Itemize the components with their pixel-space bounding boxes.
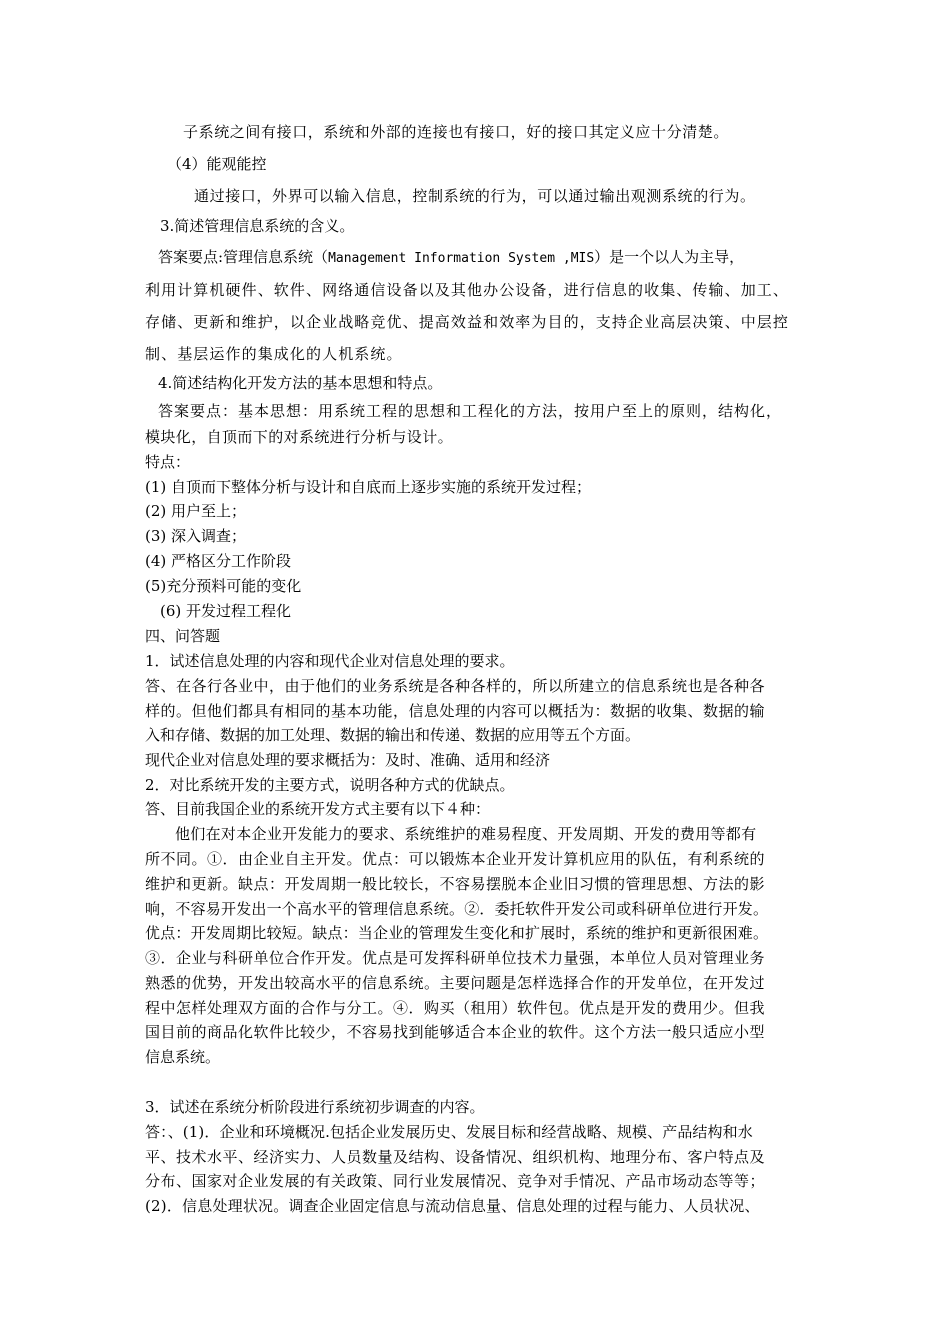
text-line: 优点：开发周期比较短。缺点：当企业的管理发生变化和扩展时，系统的维护和更新很困难。: [145, 924, 769, 942]
text-line: 制、基层运作的集成化的人机系统。: [145, 345, 403, 363]
text-line: 利用计算机硬件、软件、网络通信设备以及其他办公设备，进行信息的收集、传输、加工、: [145, 281, 790, 299]
text-line: 模块化，自顶而下的对系统进行分析与设计。: [145, 428, 454, 446]
text-line: 熟悉的优势，开发出较高水平的信息系统。主要问题是怎样选择合作的开发单位，在开发过: [145, 974, 766, 992]
text-line: ③．企业与科研单位合作开发。优点是可发挥科研单位技术力量强，本单位人员对管理业务: [145, 949, 766, 967]
text-line: 程中怎样处理双方面的合作与分工。④．购买（租用）软件包。优点是开发的费用少。但我: [145, 999, 766, 1017]
question-heading: 3.简述管理信息系统的含义。: [160, 217, 355, 235]
text-line: 子系统之间有接口，系统和外部的连接也有接口，好的接口其定义应十分清楚。: [183, 123, 730, 141]
text-line: 答、目前我国企业的系统开发方式主要有以下４种：: [145, 800, 491, 818]
text-line: 答、在各行各业中，由于他们的业务系统是各种各样的，所以所建立的信息系统也是各种各: [145, 677, 766, 695]
answer-line: [158, 246, 744, 267]
answer-lead: 答案要点:管理信息系统（: [158, 248, 329, 266]
text-line: 答案要点：基本思想：用系统工程的思想和工程化的方法，按用户至上的原则，结构化，: [158, 402, 783, 420]
list-item: (1) 自顶而下整体分析与设计和自底而上逐步实施的系统开发过程；: [145, 478, 592, 496]
list-item: (5)充分预料可能的变化: [145, 577, 302, 595]
question-heading: 1．试述信息处理的内容和现代企业对信息处理的要求。: [145, 652, 515, 670]
question-heading: 4.简述结构化开发方法的基本思想和特点。: [158, 374, 443, 392]
section-heading: 四、问答题: [145, 627, 221, 645]
text-line: 所不同。①．由企业自主开发。优点：可以锻炼本企业开发计算机应用的队伍，有利系统的: [145, 850, 766, 868]
text-line: 存储、更新和维护，以企业战略竞优、提高效益和效率为目的，支持企业高层决策、中层控: [145, 313, 790, 331]
subheading: （4）能观能控: [167, 155, 267, 173]
text-line: 信息系统。: [145, 1048, 221, 1066]
question-heading: 2．对比系统开发的主要方式，说明各种方式的优缺点。: [145, 776, 515, 794]
text-line: 答：、(1)．企业和环境概况.包括企业发展历史、发展目标和经营战略、规模、产品结构和水: [145, 1123, 753, 1141]
text-line: 维护和更新。缺点：开发周期一般比较长，不容易摆脱本企业旧习惯的管理思想、方法的影: [145, 875, 766, 893]
text-line: 样的。但他们都具有相同的基本功能，信息处理的内容可以概括为：数据的收集、数据的输: [145, 702, 766, 720]
text-line: 通过接口，外界可以输入信息，控制系统的行为，可以通过输出观测系统的行为。: [194, 187, 756, 205]
text-line: 响，不容易开发出一个高水平的管理信息系统。②．委托软件开发公司或科研单位进行开发。: [145, 900, 769, 918]
text-line: 现代企业对信息处理的要求概括为：及时、准确、适用和经济: [145, 751, 551, 769]
list-item: (3) 深入调查；: [145, 527, 247, 545]
text-line: 国目前的商品化软件比较少，不容易找到能够适合本企业的软件。这个方法一般只适应小型: [145, 1023, 766, 1041]
list-item: (2) 用户至上；: [145, 502, 247, 520]
text-line: 特点：: [145, 453, 191, 471]
text-line: 入和存储、数据的加工处理、数据的输出和传递、数据的应用等五个方面。: [145, 726, 641, 744]
term-english: Management Information System ,MIS: [328, 251, 595, 266]
text-line: (2)．信息处理状况。调查企业固定信息与流动信息量、信息处理的过程与能力、人员状况、: [145, 1197, 760, 1215]
text-line: 平、技术水平、经济实力、人员数量及结构、设备情况、组织机构、地理分布、客户特点及: [145, 1148, 766, 1166]
list-item: (6) 开发过程工程化: [160, 602, 292, 620]
text-line: 分布、国家对企业发展的有关政策、同行业发展情况、竞争对手情况、产品市场动态等等；: [145, 1172, 766, 1190]
answer-tail: ）是一个以人为主导，: [594, 248, 745, 266]
list-item: (4) 严格区分工作阶段: [145, 552, 292, 570]
text-line: 他们在对本企业开发能力的要求、系统维护的难易程度、开发周期、开发的费用等都有: [175, 825, 757, 843]
question-heading: 3．试述在系统分析阶段进行系统初步调查的内容。: [145, 1098, 485, 1116]
